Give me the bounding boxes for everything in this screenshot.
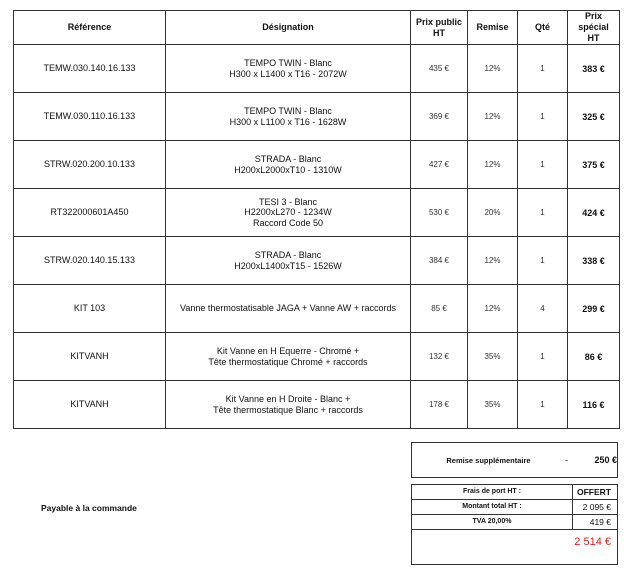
cell-designation (166, 141, 411, 189)
cell-remise: 12% (468, 45, 518, 93)
designation-line: Raccord Code 50 (252, 217, 324, 228)
cell-prix-public: 178 € (411, 381, 468, 429)
table-row (14, 381, 620, 429)
cell-prix-special: 383 € (568, 45, 620, 93)
cell-prix-public: 530 € (411, 189, 468, 237)
header-designation: Désignation (166, 11, 411, 45)
cell-reference: RT322000601A450 (14, 189, 166, 237)
header-prix-special: Prix spécial HT (568, 11, 620, 45)
designation-line: H200xL2000xT10 - 1310W (234, 164, 342, 175)
total-ht-row (412, 500, 617, 515)
cell-prix-special: 116 € (568, 381, 620, 429)
extra-discount-label: Remise supplémentaire (446, 455, 531, 465)
cell-qte: 1 (518, 333, 568, 381)
designation-line: TEMPO TWIN - Blanc (244, 58, 332, 68)
cell-designation (166, 381, 411, 429)
cell-reference: STRW.020.200.10.133 (14, 141, 166, 189)
header-remise: Remise (468, 11, 518, 45)
header-reference: Référence (14, 11, 166, 45)
cell-qte: 1 (518, 45, 568, 93)
tva-label: TVA 20,00% (412, 515, 573, 529)
cell-reference: TEMW.030.140.16.133 (14, 45, 166, 93)
cell-qte: 1 (518, 141, 568, 189)
shipping-label: Frais de port HT : (412, 485, 573, 499)
cell-designation (166, 333, 411, 381)
cell-designation (166, 93, 411, 141)
table-row (14, 141, 620, 189)
cell-prix-public: 427 € (411, 141, 468, 189)
cell-remise: 12% (468, 141, 518, 189)
extra-discount-dash: - (565, 455, 568, 465)
designation-line: Tête thermostatique Blanc + raccords (213, 404, 363, 415)
shipping-row (412, 485, 617, 500)
table-row (14, 45, 620, 93)
designation-line: H300 x L1400 x T16 - 2072W (229, 68, 347, 79)
tva-row (412, 515, 617, 530)
cell-prix-special: 299 € (568, 285, 620, 333)
designation-line: H200xL1400xT15 - 1526W (234, 260, 342, 271)
table-row (14, 285, 620, 333)
cell-prix-special: 86 € (568, 333, 620, 381)
cell-reference: KITVANH (14, 333, 166, 381)
cell-qte: 1 (518, 189, 568, 237)
cell-reference: TEMW.030.110.16.133 (14, 93, 166, 141)
shipping-value: OFFERT (577, 487, 611, 497)
cell-designation (166, 237, 411, 285)
cell-remise: 12% (468, 285, 518, 333)
cell-remise: 20% (468, 189, 518, 237)
cell-prix-public: 384 € (411, 237, 468, 285)
cell-qte: 1 (518, 381, 568, 429)
cell-remise: 12% (468, 93, 518, 141)
table-row (14, 189, 620, 237)
quote-table (13, 10, 620, 429)
cell-qte: 4 (518, 285, 568, 333)
cell-reference: KITVANH (14, 381, 166, 429)
cell-prix-public: 132 € (411, 333, 468, 381)
cell-prix-special: 424 € (568, 189, 620, 237)
header-row (14, 11, 620, 45)
extra-discount-box (411, 442, 618, 478)
cell-prix-public: 85 € (411, 285, 468, 333)
designation-line: Kit Vanne en H Equerre - Chromé + (216, 346, 360, 356)
table-row (14, 237, 620, 285)
designation-line: STRADA - Blanc (254, 154, 322, 164)
cell-designation (166, 285, 411, 333)
extra-discount-value: 250 € (594, 455, 617, 465)
designation-line: TESI 3 - Blanc (258, 196, 318, 207)
cell-qte: 1 (518, 237, 568, 285)
designation-line: TEMPO TWIN - Blanc (244, 106, 332, 116)
designation-line: H300 x L1100 x T16 - 1628W (229, 116, 347, 127)
table-row (14, 333, 620, 381)
cell-remise: 35% (468, 381, 518, 429)
header-qte: Qté (518, 11, 568, 45)
tva-value: 419 € (589, 517, 611, 527)
cell-designation (166, 45, 411, 93)
payment-terms: Payable à la commande (41, 503, 137, 513)
cell-prix-special: 338 € (568, 237, 620, 285)
designation-line: Vanne thermostatisable JAGA + Vanne AW + raccords (180, 303, 396, 314)
table-row (14, 93, 620, 141)
cell-prix-public: 369 € (411, 93, 468, 141)
designation-line: STRADA - Blanc (254, 250, 322, 260)
cell-qte: 1 (518, 93, 568, 141)
cell-designation (166, 189, 411, 237)
cell-prix-public: 435 € (411, 45, 468, 93)
total-ht-label: Montant total HT : (412, 500, 573, 514)
designation-line: Tête thermostatique Chromé + raccords (208, 356, 368, 367)
totals-box (411, 484, 618, 565)
header-prix-public: Prix public HT (411, 11, 468, 45)
cell-reference: STRW.020.140.15.133 (14, 237, 166, 285)
cell-remise: 12% (468, 237, 518, 285)
cell-prix-special: 375 € (568, 141, 620, 189)
grand-total: 2 514 € (574, 536, 611, 548)
cell-reference: KIT 103 (14, 285, 166, 333)
designation-line: Kit Vanne en H Droite - Blanc + (225, 394, 351, 404)
cell-remise: 35% (468, 333, 518, 381)
cell-prix-special: 325 € (568, 93, 620, 141)
table-body (14, 45, 620, 429)
total-ht-value: 2 095 € (582, 502, 611, 512)
designation-line: H2200xL270 - 1234W (244, 207, 332, 218)
